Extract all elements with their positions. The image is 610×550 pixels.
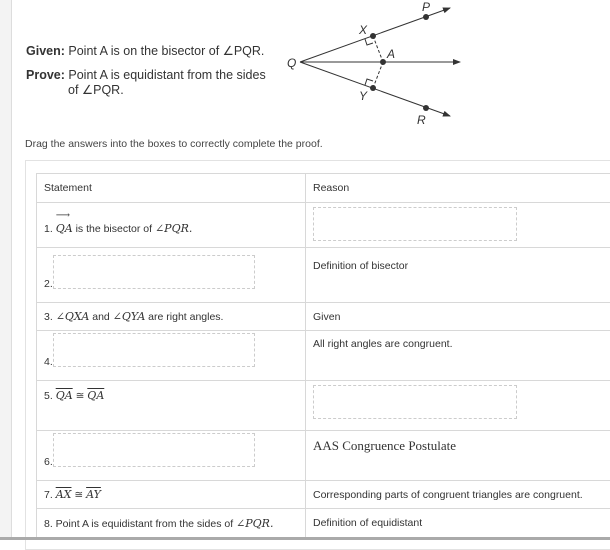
reason-drop-box-1[interactable] (313, 207, 517, 241)
statement-header: Statement (37, 174, 306, 203)
angle-bisector-diagram (285, 0, 475, 130)
prove-statement (26, 68, 286, 98)
given-text: Point A is on the bisector of ∠PQR. (65, 44, 265, 58)
row-number: 6. (44, 456, 53, 468)
table-row (37, 431, 610, 481)
statement-drop-box-2[interactable] (53, 255, 255, 289)
row-number: 8. (44, 518, 53, 530)
table-row (37, 509, 610, 538)
label-x: X (358, 23, 368, 37)
congruent-symbol: ≅ (71, 489, 86, 501)
instructions: Drag the answers into the boxes to correctly complete the proof. (25, 138, 323, 150)
reason-drop-box-5[interactable] (313, 385, 517, 419)
angle-qya: ∠QYA (113, 310, 146, 323)
angle-qxa: ∠QXA (56, 310, 90, 323)
given-label: Given: (26, 44, 65, 58)
table-row (37, 481, 610, 509)
label-a: A (386, 47, 395, 61)
ray-text: QA (56, 222, 73, 235)
reason-header: Reason (306, 174, 610, 203)
table-row (37, 303, 610, 331)
reason-text: Definition of equidistant (306, 509, 610, 538)
row-number: 3. (44, 311, 53, 323)
label-q: Q (287, 56, 296, 70)
statement-text: Point A is equidistant from the sides of (53, 518, 236, 530)
label-y: Y (359, 89, 368, 103)
row-number: 2. (44, 278, 53, 290)
reason-text: All right angles are congruent. (306, 331, 610, 381)
statement-drop-box-4[interactable] (53, 333, 255, 367)
table-row (37, 331, 610, 381)
statement-text: and (89, 311, 112, 323)
segment-qa: $\overline{QA}$ (56, 389, 73, 402)
given-statement (26, 43, 264, 59)
prove-text-cont: of ∠PQR. (26, 83, 286, 98)
statement-text: is the bisector of (73, 223, 155, 235)
ray-qa: ⟶ QA (56, 222, 73, 235)
table-header (37, 174, 610, 203)
angle-text: ∠PQR. (155, 222, 192, 235)
row-number: 4. (44, 356, 53, 368)
reason-text: Corresponding parts of congruent triangles are congruent. (306, 481, 610, 509)
table-row (37, 248, 610, 303)
row-number: 5. (44, 390, 53, 402)
segment-ay: $\overline{AY}$ (86, 488, 101, 501)
reason-text: Given (306, 303, 610, 331)
row-number: 1. (44, 223, 53, 235)
table-row (37, 381, 610, 431)
label-p: P (422, 0, 430, 14)
table-row (37, 203, 610, 248)
statement-drop-box-6[interactable] (53, 433, 255, 467)
proof-table (36, 173, 610, 538)
row-number: 7. (44, 489, 53, 501)
left-sidebar-strip (0, 0, 12, 540)
segment-ax: $\overline{AX}$ (56, 488, 72, 501)
congruent-symbol: ≅ (73, 390, 88, 402)
angle-text: ∠PQR. (236, 517, 273, 530)
prove-text: Point A is equidistant from the sides (65, 68, 266, 82)
label-r: R (417, 113, 426, 127)
reason-text: Definition of bisector (306, 248, 610, 303)
prove-label: Prove: (26, 68, 65, 82)
segment-qa: $\overline{QA}$ (87, 389, 104, 402)
statement-text: are right angles. (145, 311, 223, 323)
reason-text: AAS Congruence Postulate (306, 431, 610, 481)
